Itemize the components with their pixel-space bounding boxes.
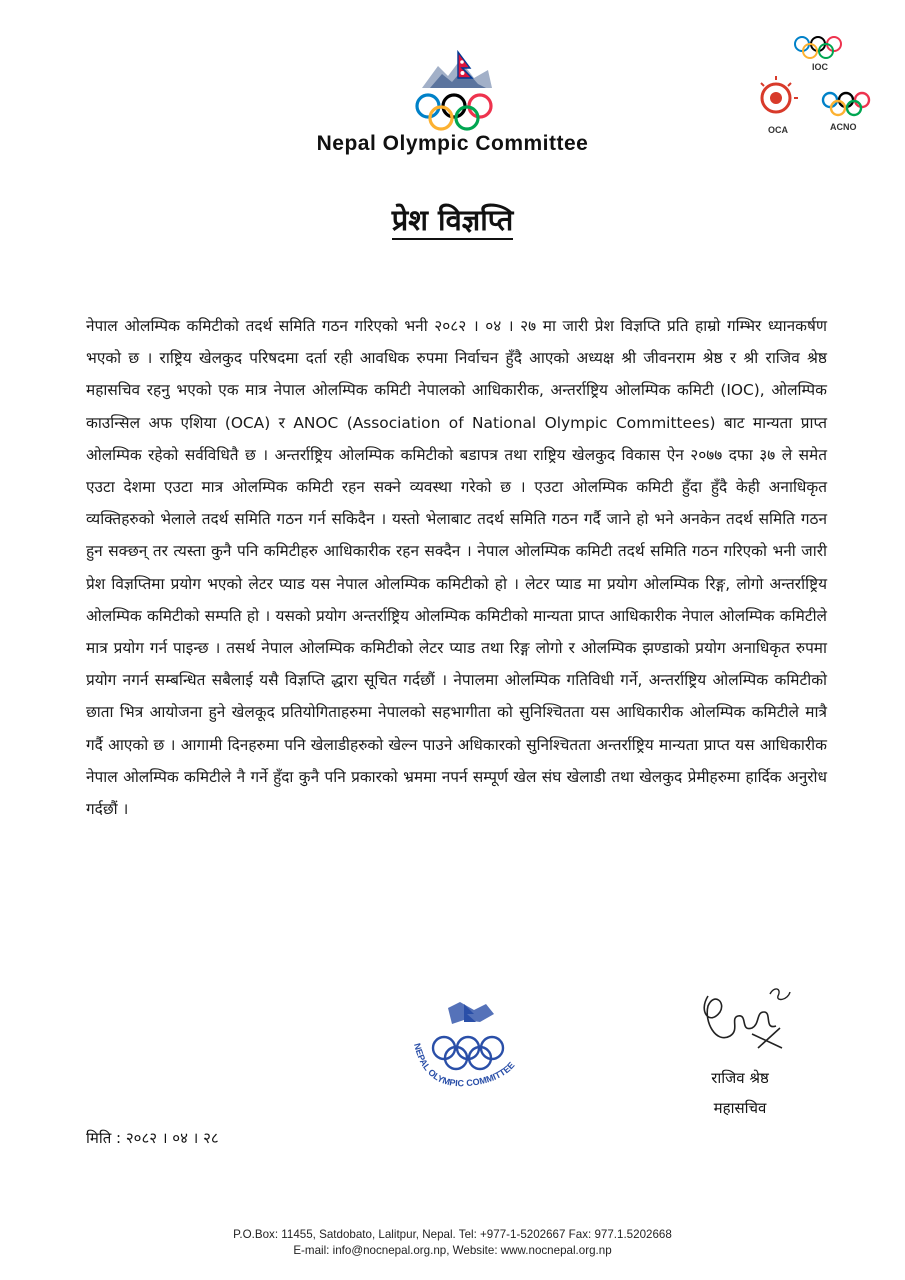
- page-title: [0, 200, 905, 239]
- nepal-olympic-emblem: [408, 48, 500, 134]
- affiliation-logos: [752, 30, 882, 140]
- org-name: Nepal Olympic Committee: [316, 132, 589, 155]
- oca-logo: [761, 76, 798, 112]
- footer-contact-web: E-mail: info@nocnepal.org.np, Website: www.nocnepal.org.np: [293, 1244, 612, 1257]
- footer-address: P.O.Box: 11455, Satdobato, Lalitpur, Nepal. Tel: +977-1-5202667 Fax: 977.1.5202668: [233, 1228, 672, 1241]
- acno-label: ACNO: [830, 122, 857, 132]
- stamp-text: NEPAL OLYMPIC COMMITTEE: [412, 1042, 517, 1089]
- document-date: मिति : २०८२ । ०४ । २८: [86, 1129, 219, 1147]
- ioc-rings-logo: [752, 30, 882, 140]
- official-stamp: [404, 1000, 532, 1092]
- acno-logo: [823, 93, 869, 115]
- ioc-label: IOC: [812, 62, 829, 72]
- oca-label: OCA: [768, 125, 788, 135]
- signatory-name: राजिव श्रेष्ठ: [711, 1069, 769, 1087]
- handwritten-signature: [690, 982, 800, 1054]
- footer-contact: [0, 1227, 905, 1259]
- press-release-body: नेपाल ओलम्पिक कमिटीको तदर्थ समिति गठन गरिएको भनी २०८२ । ०४ । २७ मा जारी प्रेश विज्ञप्ति प्रति हाम्रो गम्भिर ध्यानकर्षण भएको छ । राष्ट्रिय खेलकुद परिषदमा दर्ता रही आवधिक रुपमा निर्वाचन हुँदै आएको अध्यक्ष श्री जीवनराम श्रेष्ठ र श्री राजिव श्रेष्ठ महासचिव रहनु भएको एक मात्र नेपाल ओलम्पिक कमिटी नेपालको आधिकारीक, अन्तर्राष्ट्रिय ओलम्पिक कमिटी (IOC), ओलम्पिक काउन्सिल अफ एशिया (OCA) र ANOC (Association of National Olympic Committees) बाट मान्यता प्राप्त ओलम्पिक रहेको सर्वविधितै छ । अन्तर्राष्ट्रिय ओलम्पिक कमिटीको बडापत्र तथा राष्ट्रिय खेलकुद विकास ऐन २०७७ दफा ३७ ले समेत एउटा देशमा एउटा मात्र ओलम्पिक कमिटी रहन सक्ने व्यवस्था गरेको छ । एउटा ओलम्पिक कमिटी हुँदा हुँदै केही अनाधिकृत व्यक्तिहरुको भेलाले तदर्थ समिति गठन गर्न सकिदैन । यस्तो भेलाबाट तदर्थ समिति गठन गर्दै जाने हो भने अनकेन तदर्थ समिति गठन हुन सक्छन् तर त्यस्ता कुनै पनि कमिटीहरु आधिकारीक रहन सक्दैन । नेपाल ओलम्पिक कमिटी तदर्थ समिति गठन गरिएको भनी जारी प्रेश विज्ञप्तिमा प्रयोग भएको लेटर प्याड यस नेपाल ओलम्पिक कमिटीको हो । लेटर प्याड मा प्रयोग ओलम्पिक रिङ्ग, लोगो अन्तर्राष्ट्रिय ओलम्पिक कमिटीको सम्पति हो । यसको प्रयोग अन्तर्राष्ट्रिय ओलम्पिक कमिटीको मान्यता प्राप्त आधिकारीक नेपाल ओलम्पिक कमिटीले मात्र प्रयोग गर्न पाइन्छ । तसर्थ नेपाल ओलम्पिक कमिटीको लेटर प्याड तथा रिङ्ग लोगो र ओलम्पिक झण्डाको प्रयोग अनाधिकृत रुपमा प्रयोग नगर्न सम्बन्धित सबैलाई यसै विज्ञप्ति द्धारा सूचित गर्दछौं । नेपालमा ओलम्पिक गतिविधी गर्ने, अन्तर्राष्ट्रिय ओलम्पिक कमिटीको छाता भित्र आयोजना हुने खेलकूद प्रतियोगिताहरुमा नेपालको सहभागीता को सुनिश्चितता यस आधिकारीक ओलम्पिक कमिटीले मात्रै गर्दै आएको छ । आगामी दिनहरुमा पनि खेलाडीहरुको खेल्न पाउने अधिकारको सुनिश्चितता अन्तर्राष्ट्रिय मान्यता प्राप्त यस आधिकारीक नेपाल ओलम्पिक कमिटीले नै गर्ने हुँदा कुनै पनि प्रकारको भ्रममा नपर्न सम्पूर्ण खेल संघ खेलाडी तथा खेलकुद प्रेमीहरुमा हार्दिक अनुरोध गर्दछौं ।: [86, 317, 827, 819]
- page-title-text: प्रेश विज्ञप्ति: [392, 203, 514, 240]
- signatory-title: महासचिव: [713, 1099, 767, 1117]
